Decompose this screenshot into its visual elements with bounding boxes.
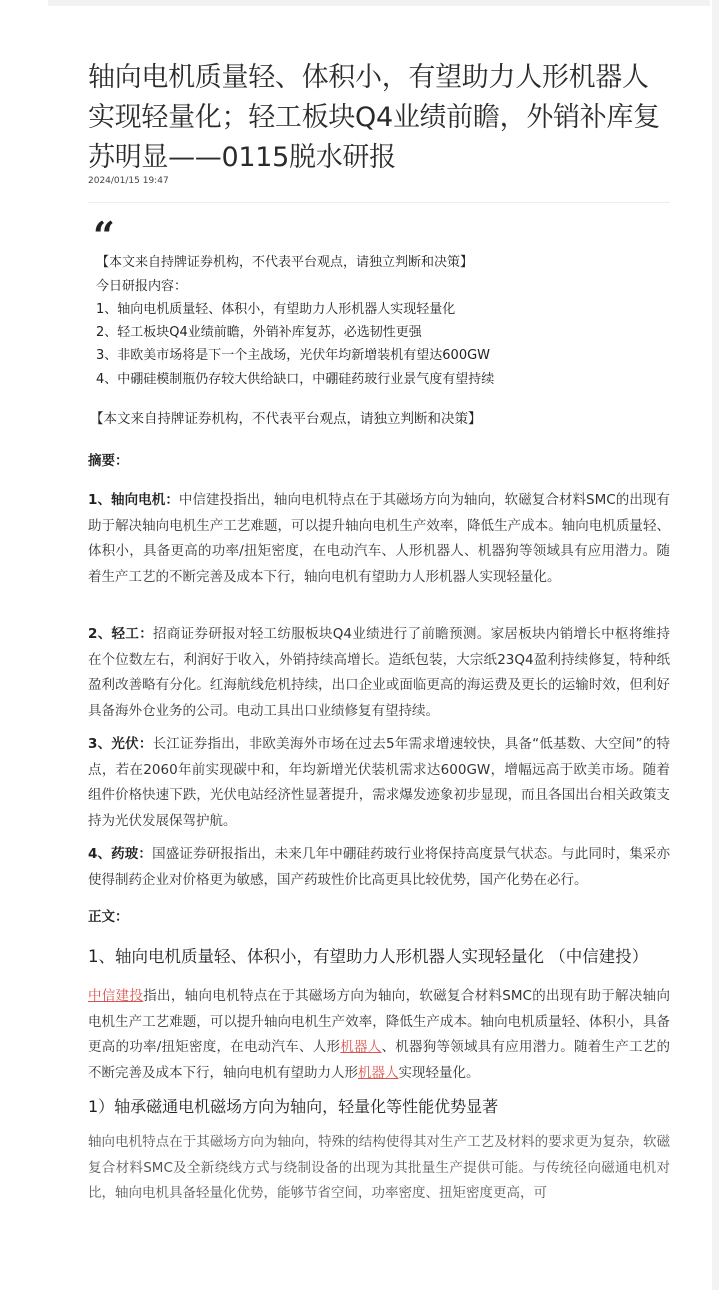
summary-item-label: 1、轴向电机： — [88, 492, 179, 508]
summary-item-text: 中信建投指出，轴向电机特点在于其磁场方向为轴向，软磁复合材料SMC的出现有助于解决轴向电机生产工艺难题，可以提升轴向电机生产效率，降低生产成本。轴向电机质量轻、体积小，具备更高的功率/扭矩密度，在电动汽车、人形机器人、机器狗等领域具有应用潜力。随着生产工艺的不断完善及成本下行，轴向电机有望助力人形机器人实现轻量化。 — [88, 492, 670, 586]
body-disclaimer: 【本文来自持牌证券机构，不代表平台观点，请独立判断和决策】 — [90, 411, 482, 427]
summary-item-text: 国盛证券研报指出，未来几年中硼硅药玻行业将保持高度景气状态。与此同时，集采亦使得制药企业对价格更为敏感，国产药玻性价比高更具比较优势，国产化势在必行。 — [88, 846, 670, 888]
main-label: 正文： — [88, 909, 129, 925]
sub-heading: 1）轴承磁通电机磁场方向为轴向，轻量化等性能优势显著 — [88, 1097, 499, 1116]
quote-item: 2、轻工板块Q4业绩前瞻，外销补库复苏，必选韧性更强 — [96, 325, 422, 340]
link-robot[interactable]: 机器人 — [340, 1039, 382, 1056]
quote-intro: 今日研报内容： — [96, 279, 188, 294]
summary-paragraph — [88, 842, 670, 893]
section-text: 实现轻量化。 — [398, 1065, 480, 1082]
summary-paragraph — [88, 622, 670, 725]
quote-disclaimer: 【本文来自持牌证券机构，不代表平台观点，请独立判断和决策】 — [96, 255, 474, 270]
section-text: 指出，轴向电机特点在于其磁场方向为轴向，软磁复合材料SMC的出现有助于解决轴向电机生产工艺难题，可以提升轴向电机生产效率，降低生产成本。轴向电机质量轻、体积小，具备更高的功率/扭矩密度，在电动汽车、人形 — [88, 988, 670, 1056]
section-heading: 1、轴向电机质量轻、体积小，有望助力人形机器人实现轻量化 （中信建投） — [88, 947, 649, 966]
publish-date: 2024/01/15 19:47 — [88, 176, 169, 186]
summary-paragraph — [88, 488, 670, 591]
quote-icon: “ — [93, 213, 115, 258]
section-paragraph — [88, 984, 670, 1087]
summary-label: 摘要： — [88, 453, 129, 469]
summary-item-text: 长江证券指出，非欧美海外市场在过去5年需求增速较快，具备“低基数、大空间”的特点，若在2060年前实现碳中和，年均新增光伏装机需求达600GW，增幅远高于欧美市场。随着组件价格快速下跌，光伏电站经济性显著提升，需求爆发迹象初步显现，而且各国出台相关政策支持为光伏发展保驾护航。 — [88, 736, 670, 830]
divider — [88, 202, 670, 203]
summary-item-label: 4、药玻： — [88, 846, 153, 862]
summary-paragraph — [88, 732, 670, 835]
summary-item-text: 招商证券研报对轻工纺服板块Q4业绩进行了前瞻预测。家居板块内销增长中枢将维持在个位数左右，利润好于收入，外销持续高增长。造纸包装，大宗纸23Q4盈利持续修复，特种纸盈利改善略有分化。红海航线危机持续，出口企业或面临更高的海运费及更长的运输时效，但利好具备海外仓业务的公司。电动工具出口业绩修复有望持续。 — [88, 626, 670, 720]
section-text: 、机器狗等领域具有应用潜力。随着生产工艺的不断完善及成本下行，轴向电机有望助力人形 — [88, 1039, 671, 1082]
quote-item: 1、轴向电机质量轻、体积小，有望助力人形机器人实现轻量化 — [96, 302, 456, 317]
article-title: 轴向电机质量轻、体积小，有望助力人形机器人实现轻量化；轻工板块Q4业绩前瞻，外销补库复苏明显——0115脱水研报 — [88, 62, 660, 174]
summary-item-label: 2、轻工： — [88, 626, 154, 642]
scrollbar[interactable] — [712, 0, 719, 1290]
link-robot[interactable]: 机器人 — [358, 1065, 399, 1082]
top-edge — [48, 0, 710, 6]
sub-paragraph: 轴向电机特点在于其磁场方向为轴向，特殊的结构使得其对生产工艺及材料的要求更为复杂，软磁复合材料SMC及全新绕线方式与绕制设备的出现为其批量生产提供可能。与传统径向磁通电机对比，轴向电机具备轻量化优势，能够节省空间，功率密度、扭矩密度更高，可 — [88, 1134, 670, 1202]
quote-item: 4、中硼硅模制瓶仍存较大供给缺口，中硼硅药玻行业景气度有望持续 — [96, 372, 495, 387]
quote-item: 3、非欧美市场将是下一个主战场，光伏年均新增装机有望达600GW — [96, 348, 491, 363]
summary-item-label: 3、光伏： — [88, 736, 153, 752]
link-citic[interactable]: 中信建投 — [88, 988, 144, 1004]
